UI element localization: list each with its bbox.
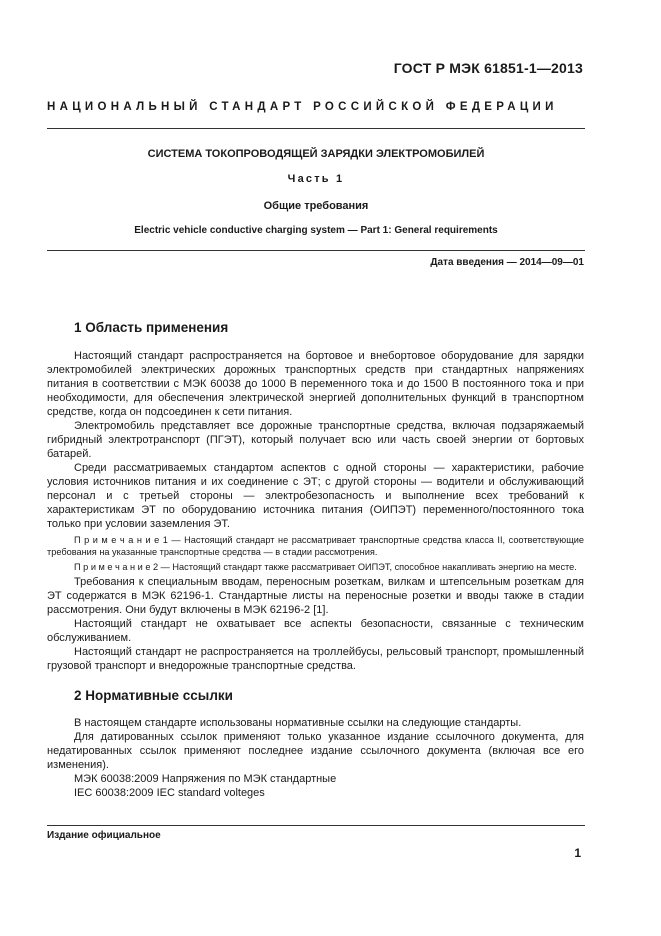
reference-item: IEC 60038:2009 IEC standard volteges bbox=[74, 787, 265, 799]
section2-body bbox=[47, 716, 584, 800]
document-subtitle: Общие требования bbox=[263, 200, 369, 212]
note-1: П р и м е ч а н и е 1 — Настоящий стандарт не рассматривает транспортные средства класса II, соответствующие требования на указанные транспортные средства — в стадии рассмотрения. bbox=[47, 535, 584, 557]
section1-body bbox=[47, 349, 584, 673]
note-2: П р и м е ч а н и е 2 — Настоящий стандарт также рассматривает ОИПЭТ, способное накапливать энергию на месте. bbox=[74, 562, 577, 572]
section1-paragraph: Настоящий стандарт распространяется на бортовое и внебортовое оборудование для зарядки электромобилей электрических дорожных транспортных средств при стандартных напряжениях питания в соответствии с МЭК 60038 до 1000 В переменного тока и до 1500 В постоянного тока и при необходимости, для обеспечения электрической энергией дополнительных функций в транспортном средстве, когда он подсоединен к сети питания. bbox=[47, 350, 584, 418]
standard-number: ГОСТ Р МЭК 61851-1—2013 bbox=[393, 60, 583, 76]
document-title: СИСТЕМА ТОКОПРОВОДЯЩЕЙ ЗАРЯДКИ ЭЛЕКТРОМОБИЛЕЙ bbox=[147, 148, 485, 160]
bottom-divider bbox=[47, 825, 585, 826]
middle-divider bbox=[47, 250, 585, 251]
section1-paragraph: Электромобиль представляет все дорожные транспортные средства, включая подзаряжаемый гибридный электротранспорт (ПГЭТ), который получает всю или часть своей энергии от бортовых батарей. bbox=[47, 420, 584, 460]
section1-paragraph: Настоящий стандарт не распространяется на троллейбусы, рельсовый транспорт, промышленный грузовой транспорт и внедорожные транспортные средства. bbox=[47, 646, 584, 672]
part-label: Часть 1 bbox=[287, 173, 345, 185]
english-title: Electric vehicle conductive charging system — Part 1: General requirements bbox=[134, 225, 498, 236]
page-number: 1 bbox=[574, 846, 581, 860]
section1-paragraph: Требования к специальным вводам, переносным розеткам, вилкам и штепсельным розеткам для ЭТ содержатся в МЭК 62196-1. Стандартные листы на переносные розетки и вводы также в стадии рассмотрения. Они будут включены в МЭК 62196-2 [1]. bbox=[47, 576, 584, 616]
section2-paragraph: Для датированных ссылок применяют только указанное издание ссылочного документа, для недатированных ссылок применяют последнее издание ссылочного документа (включая все его изменения). bbox=[47, 731, 584, 771]
section1-paragraph: Настоящий стандарт не охватывает все аспекты безопасности, связанные с техническим обслуживанием. bbox=[47, 618, 584, 644]
edition-label: Издание официальное bbox=[47, 830, 161, 841]
section2-paragraph: В настоящем стандарте использованы нормативные ссылки на следующие стандарты. bbox=[74, 717, 522, 729]
section1-paragraph: Среди рассматриваемых стандартом аспектов с одной стороны — характеристики, рабочие условия источников питания и их соединение с ЭТ; с другой стороны — водители и обслуживающий персонал и с третьей стороны — электробезопасность и выполнение всех требований к характеристикам ЭТ по оборудованию источника питания (ОИПЭТ) переменного/постоянного тока только при условии заземления ЭТ. bbox=[47, 462, 584, 530]
reference-item: МЭК 60038:2009 Напряжения по МЭК стандартные bbox=[74, 773, 337, 785]
section1-heading: 1 Область применения bbox=[74, 320, 229, 335]
introduction-date: Дата введения — 2014—09—01 bbox=[430, 257, 584, 268]
section2-heading: 2 Нормативные ссылки bbox=[74, 688, 233, 703]
national-standard-banner: НАЦИОНАЛЬНЫЙ СТАНДАРТ РОССИЙСКОЙ ФЕДЕРАЦИИ bbox=[47, 101, 558, 113]
top-divider bbox=[47, 128, 585, 129]
